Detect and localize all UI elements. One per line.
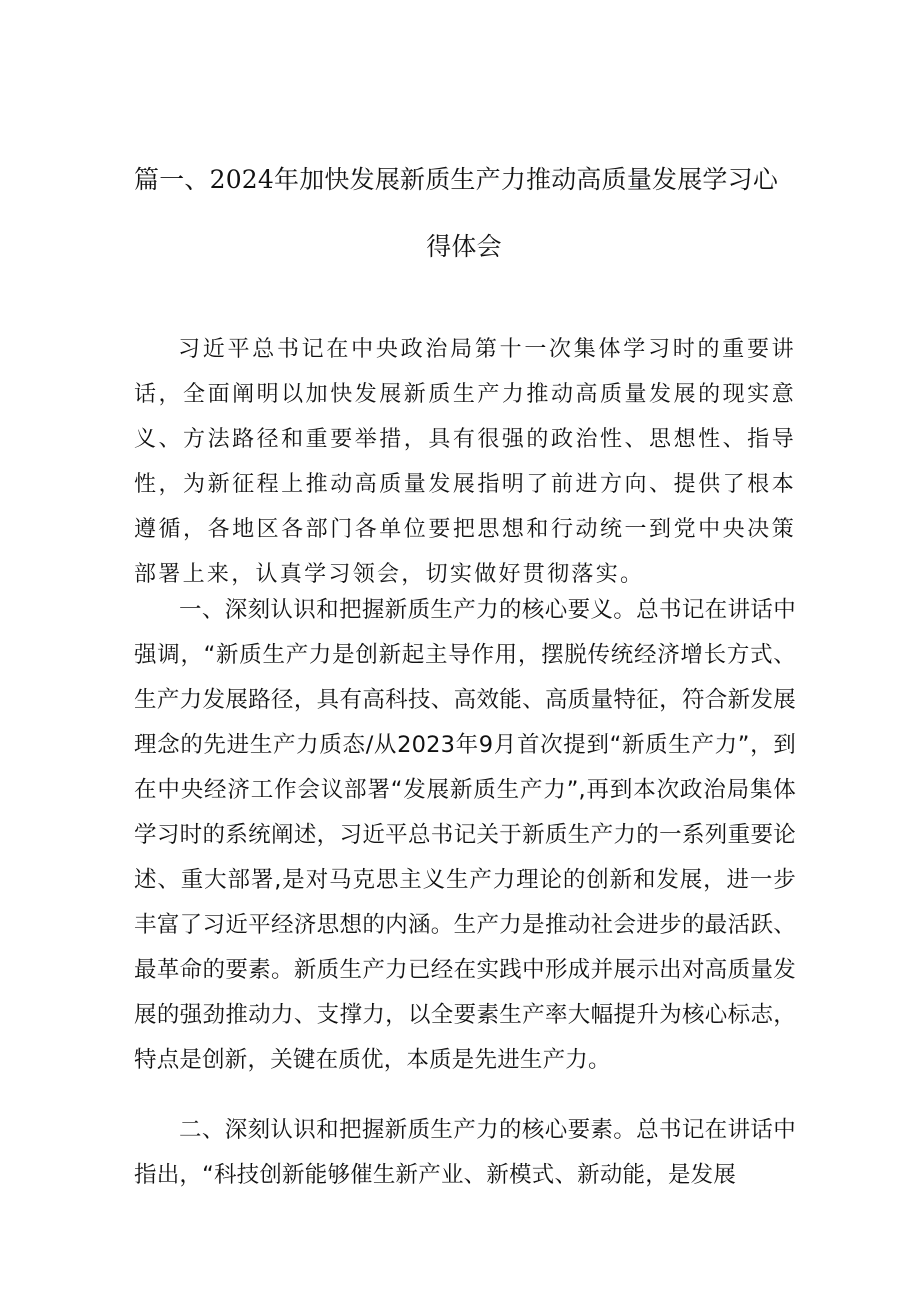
document-title-line-2: 得体会 [426, 232, 502, 261]
paragraph-section-1: 一、深刻认识和把握新质生产力的核心要义。总书记在讲话中强调，“新质生产力是创新起主导作用，摆脱传统经济增长方式、生产力发展路径，具有高科技、高效能、高质量特征，符合新发展理念的先进生产力质态/从2023年9月首次提到“新质生产力”，到在中央经济工作会议部署“发展新质生产力”,再到本次政治局集体学习时的系统阐述，习近平总书记关于新质生产力的一系列重要论述、重大部署,是对马克思主义生产力理论的创新和发展，进一步丰富了习近平经济思想的内涵。生产力是推动社会进步的最活跃、最革命的要素。新质生产力已经在实践中形成并展示出对高质量发展的强劲推动力、支撑力，以全要素生产率大幅提升为核心标志，特点是创新，关键在质优，本质是先进生产力。 [134, 597, 796, 1073]
paragraph-section-2: 二、深刻认识和把握新质生产力的核心要素。总书记在讲话中指出，“科技创新能够催生新产业、新模式、新动能，是发展 [134, 1117, 796, 1188]
document-title-line-1: 篇一、2024年加快发展新质生产力推动高质量发展学习心 [134, 165, 779, 194]
paragraph-intro: 习近平总书记在中央政治局第十一次集体学习时的重要讲话，全面阐明以加快发展新质生产力推动高质量发展的现实意义、方法路径和重要举措，具有很强的政治性、思想性、指导性，为新征程上推动高质量发展指明了前进方向、提供了根本遵循，各地区各部门各单位要把思想和行动统一到党中央决策部署上来，认真学习领会，切实做好贯彻落实。 [134, 337, 796, 587]
